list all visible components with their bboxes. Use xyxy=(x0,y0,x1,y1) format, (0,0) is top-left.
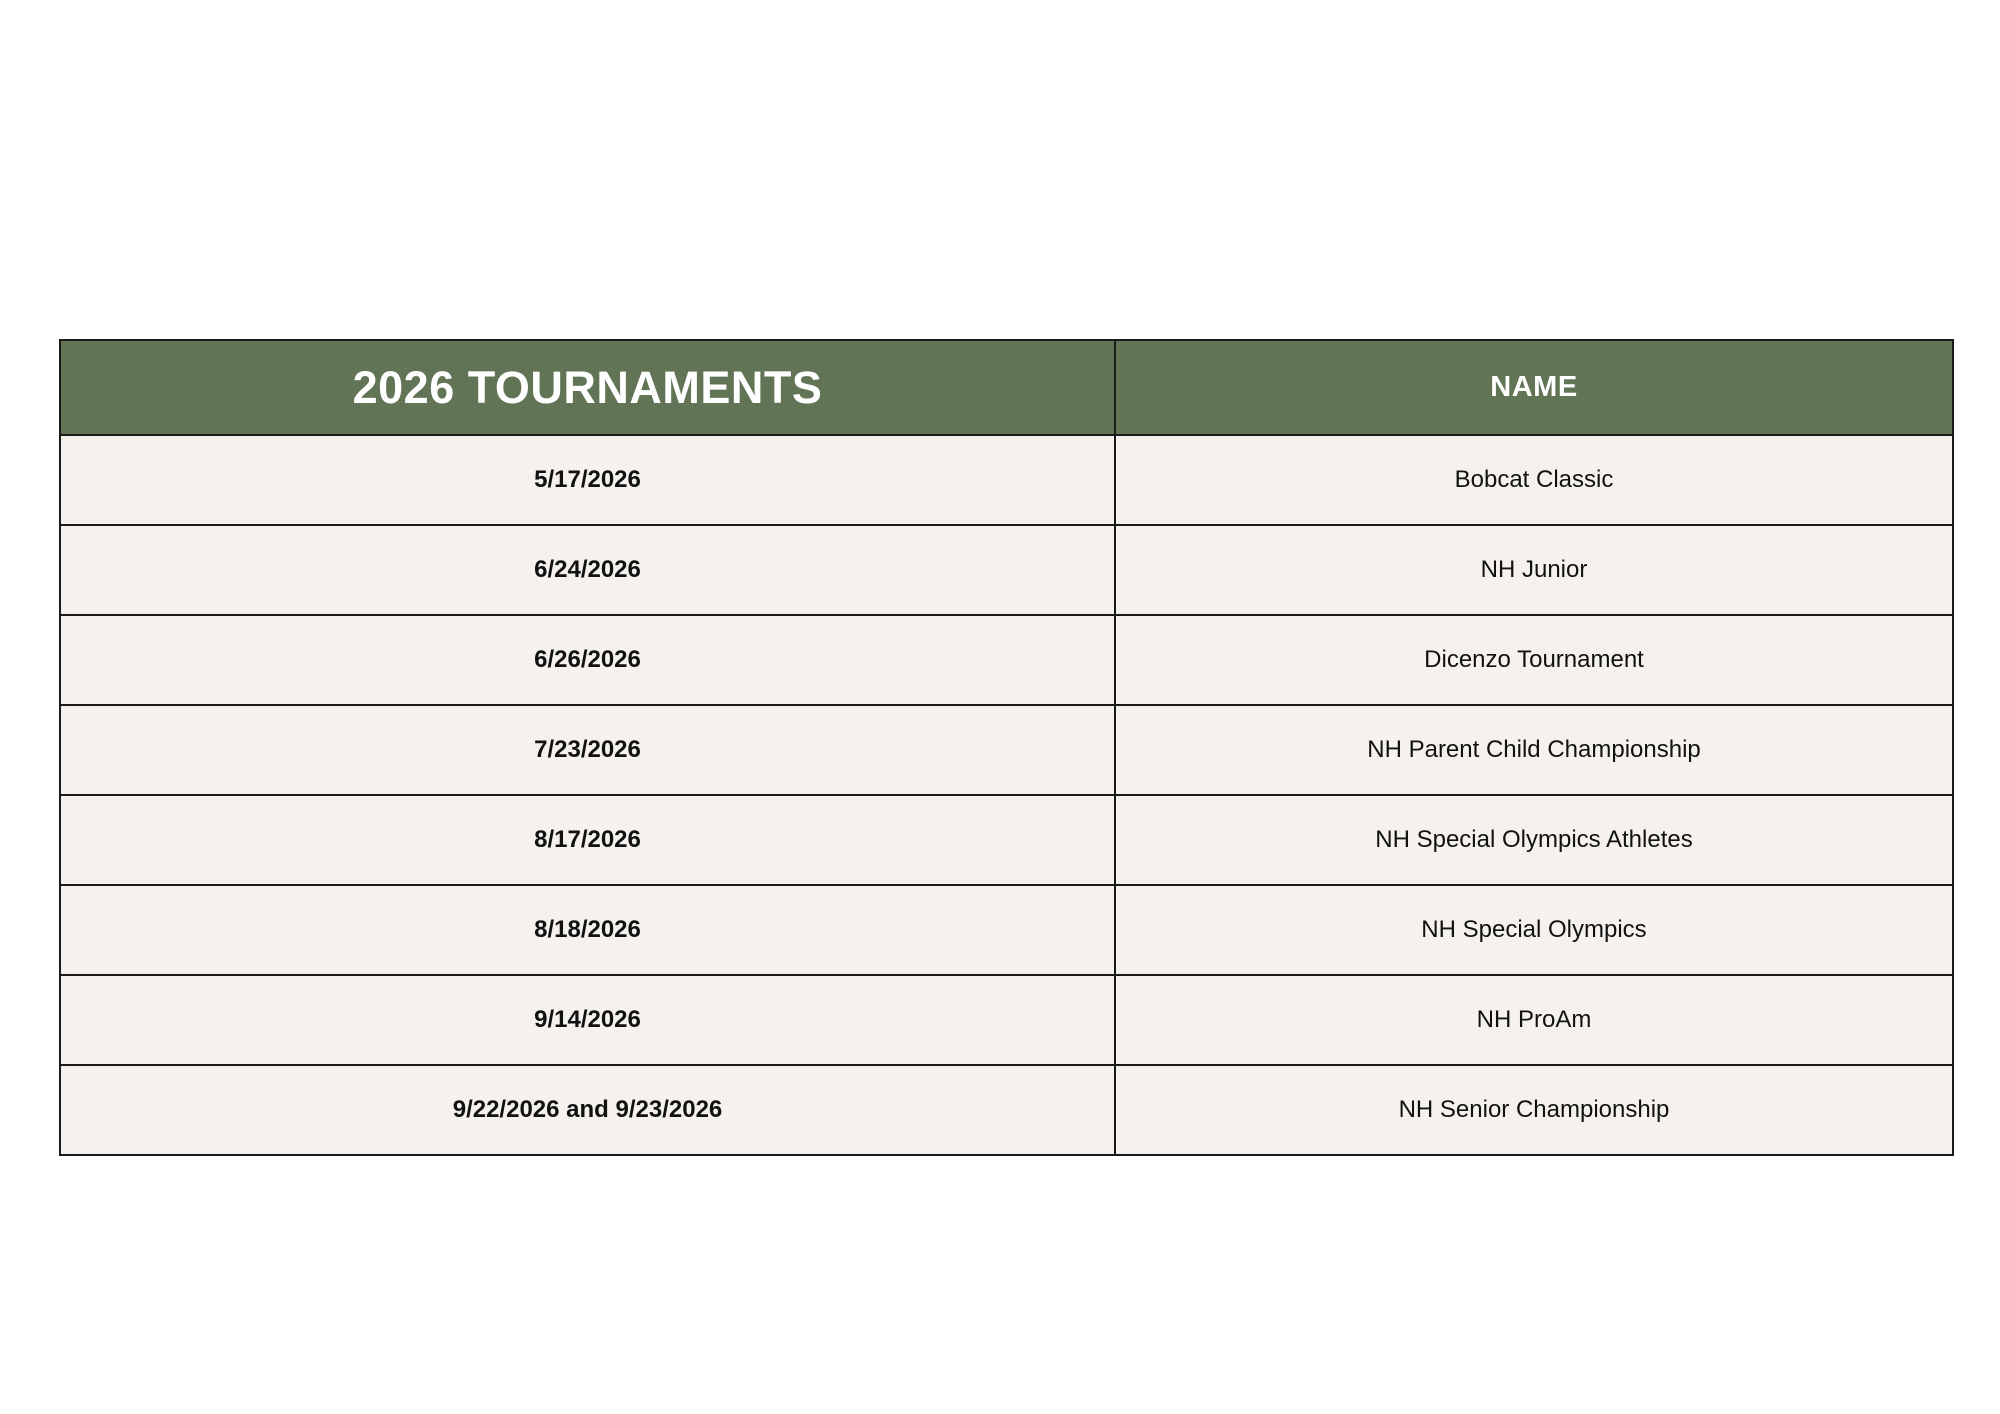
tournament-name: Dicenzo Tournament xyxy=(1115,615,1953,705)
column-header-tournaments: 2026 TOURNAMENTS xyxy=(60,340,1115,435)
tournament-date: 5/17/2026 xyxy=(60,435,1115,525)
table-row xyxy=(60,615,1953,705)
tournament-name: NH Parent Child Championship xyxy=(1115,705,1953,795)
tournament-date: 9/22/2026 and 9/23/2026 xyxy=(60,1065,1115,1155)
tournament-name: NH Special Olympics Athletes xyxy=(1115,795,1953,885)
tournament-date: 7/23/2026 xyxy=(60,705,1115,795)
table-header xyxy=(60,340,1953,435)
column-header-name: NAME xyxy=(1115,340,1953,435)
tournament-name: NH ProAm xyxy=(1115,975,1953,1065)
table-row xyxy=(60,1065,1953,1155)
table-row xyxy=(60,525,1953,615)
tournament-name: NH Senior Championship xyxy=(1115,1065,1953,1155)
tournament-date: 6/24/2026 xyxy=(60,525,1115,615)
tournament-name: NH Special Olympics xyxy=(1115,885,1953,975)
table-row xyxy=(60,795,1953,885)
header-row xyxy=(60,340,1953,435)
tournament-name: Bobcat Classic xyxy=(1115,435,1953,525)
table-row xyxy=(60,975,1953,1065)
tournament-date: 8/17/2026 xyxy=(60,795,1115,885)
table-row xyxy=(60,705,1953,795)
tournament-table xyxy=(59,339,1954,1156)
table-row xyxy=(60,885,1953,975)
tournament-date: 6/26/2026 xyxy=(60,615,1115,705)
tournament-schedule xyxy=(59,339,1952,1154)
tournament-date: 8/18/2026 xyxy=(60,885,1115,975)
table-row xyxy=(60,435,1953,525)
tournament-date: 9/14/2026 xyxy=(60,975,1115,1065)
table-body xyxy=(60,435,1953,1155)
tournament-name: NH Junior xyxy=(1115,525,1953,615)
